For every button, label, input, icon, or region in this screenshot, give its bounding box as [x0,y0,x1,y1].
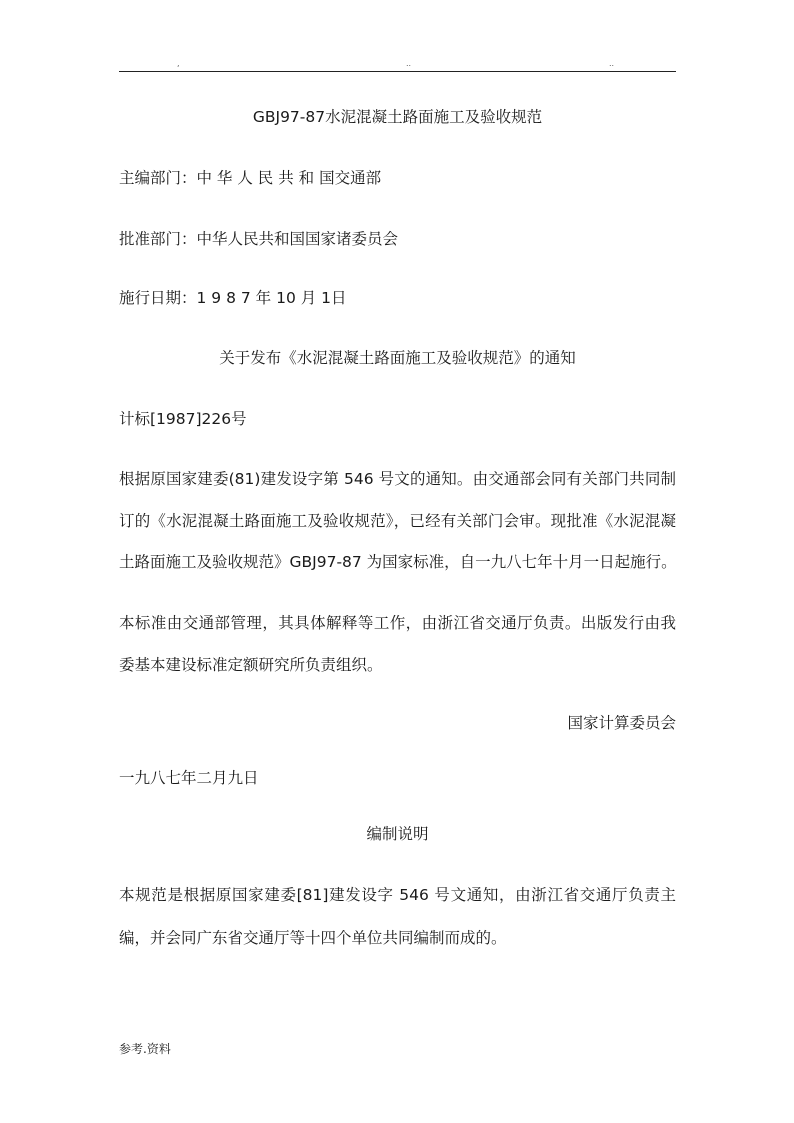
paragraph1-line2: 订的《水泥混凝土路面施工及验收规范》，已经有关部门会审。现批准《水泥混凝 [119,512,676,530]
header-mark-2: .. [406,59,412,68]
signature: 国家计算委员会 [567,714,676,732]
paragraph1-line1: 根据原国家建委(81)建发设字第 546 号文的通知。由交通部会同有关部门共同制 [119,470,676,488]
footer-label: 参考.资料 [119,1042,171,1056]
paragraph2-line1: 本标准由交通部管理，其具体解释等工作，由浙江省交通厅负责。出版发行由我 [119,614,676,632]
sign-date: 一九八七年二月九日 [119,769,259,787]
paragraph3-line2: 编，并会同广东省交通厅等十四个单位共同编制而成的。 [119,929,507,947]
notice-number: 计标[1987]226号 [119,410,247,428]
header-mark-1: , [177,59,180,68]
effective-date: 施行日期：1 9 8 7 年 10 月 1日 [119,289,347,307]
header-rule [119,71,676,72]
paragraph1-line3: 土路面施工及验收规范》GBJ97-87 为国家标准，自一九八七年十月一日起施行。 [119,553,677,571]
approving-department: 批准部门：中华人民共和国国家诸委员会 [119,230,399,248]
document-title: GBJ97-87水泥混凝土路面施工及验收规范 [252,108,543,126]
paragraph2-line2: 委基本建设标准定额研究所负责组织。 [119,656,383,674]
notice-title: 关于发布《水泥混凝土路面施工及验收规范》的通知 [219,349,576,367]
paragraph3-line1: 本规范是根据原国家建委[81]建发设字 546 号文通知，由浙江省交通厅负责主 [119,886,676,904]
editor-department: 主编部门：中 华 人 民 共 和 国交通部 [119,169,382,187]
header-mark-3: .. [609,59,615,68]
section-title: 编制说明 [366,825,429,843]
